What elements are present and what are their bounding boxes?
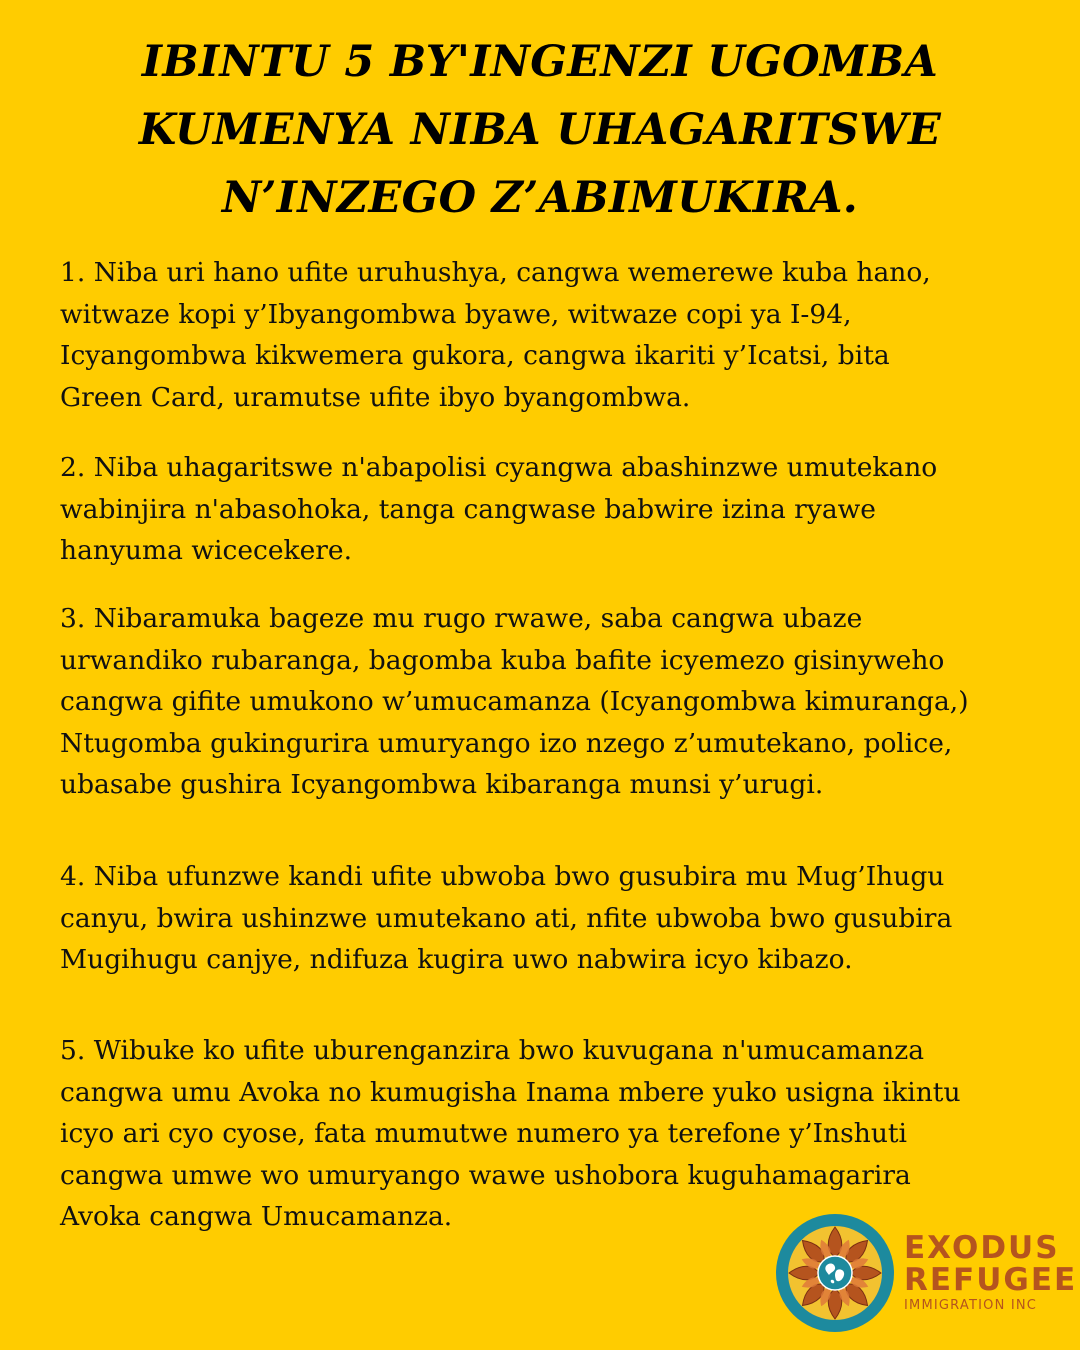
list-item-3-line: urwandiko rubaranga, bagomba kuba bafite icyemezo gisinyweho bbox=[60, 644, 945, 676]
brand-line-1: EXODUS bbox=[904, 1230, 1060, 1266]
list-item-5 bbox=[60, 1030, 1050, 1238]
brand-line-3: IMMIGRATION INC bbox=[904, 1298, 1038, 1313]
list-item-2-line: 2. Niba uhagaritswe n'abapolisi cyangwa abashinzwe umutekano bbox=[60, 452, 938, 483]
list-item-5-line: 5. Wibuke ko ufite uburenganzira bwo kuvugana n'umucamanza bbox=[60, 1035, 925, 1066]
list-item-3-line: Ntugomba gukingurira umuryango izo nzego z’umutekano, police, bbox=[60, 727, 953, 759]
list-item-5-line: cangwa umu Avoka no kumugisha Inama mbere yuko usigna ikintu bbox=[60, 1076, 961, 1108]
list-item-1-line: 1. Niba uri hano ufite uruhushya, cangwa wemerewe kuba hano, bbox=[60, 257, 931, 288]
list-item-5-line: icyo ari cyo cyose, fata mumutwe numero ya terefone y’Inshuti bbox=[60, 1118, 908, 1149]
list-item-4-line: 4. Niba ufunzwe kandi ufite ubwoba bwo gusubira mu Mug’Ihugu bbox=[60, 861, 945, 892]
list-item-3-line: ubasabe gushira Icyangombwa kibaranga munsi y’urugi. bbox=[60, 769, 824, 800]
list-item-3-line: 3. Nibaramuka bageze mu rugo rwawe, saba cangwa ubaze bbox=[60, 603, 863, 634]
list-item-3-line: cangwa gifite umukono w’umucamanza (Icyangombwa kimuranga,) bbox=[60, 686, 969, 717]
list-item-1-line: witwaze kopi y’Ibyangombwa byawe, witwaze copi ya I-94, bbox=[60, 298, 852, 330]
page-title bbox=[40, 28, 1040, 232]
list-item-2-line: wabinjira n'abasohoka, tanga cangwase babwire izina ryawe bbox=[60, 493, 876, 525]
brand-line-2: REFUGEE bbox=[904, 1262, 1078, 1298]
title-line-1: IBINTU 5 BY'INGENZI UGOMBA bbox=[141, 37, 939, 87]
list-item-4-line: Mugihugu canjye, ndifuza kugira uwo nabwira icyo kibazo. bbox=[60, 944, 853, 975]
title-line-2: KUMENYA NIBA UHAGARITSWE bbox=[138, 105, 942, 155]
list-item-2-line: hanyuma wicecekere. bbox=[60, 535, 353, 566]
list-item-3 bbox=[60, 598, 1050, 806]
list-item-1-line: Icyangombwa kikwemera gukora, cangwa ikariti y’Icatsi, bita bbox=[60, 340, 890, 371]
globe-flower-emblem-icon bbox=[774, 1212, 896, 1334]
list-item-2 bbox=[60, 447, 1050, 572]
brand-wordmark bbox=[904, 1230, 1078, 1315]
list-item-1 bbox=[60, 252, 1050, 418]
list-item-5-line: cangwa umwe wo umuryango wawe ushobora kuguhamagarira bbox=[60, 1159, 911, 1191]
list-item-1-line: Green Card, uramutse ufite ibyo byangombwa. bbox=[60, 381, 691, 413]
list-item-5-line: Avoka cangwa Umucamanza. bbox=[60, 1201, 453, 1232]
list-item-4 bbox=[60, 856, 1050, 981]
exodus-refugee-logo bbox=[774, 1212, 1078, 1334]
list-item-4-line: canyu, bwira ushinzwe umutekano ati, nfite ubwoba bwo gusubira bbox=[60, 902, 953, 934]
title-line-3: N’INZEGO Z’ABIMUKIRA. bbox=[221, 173, 859, 223]
